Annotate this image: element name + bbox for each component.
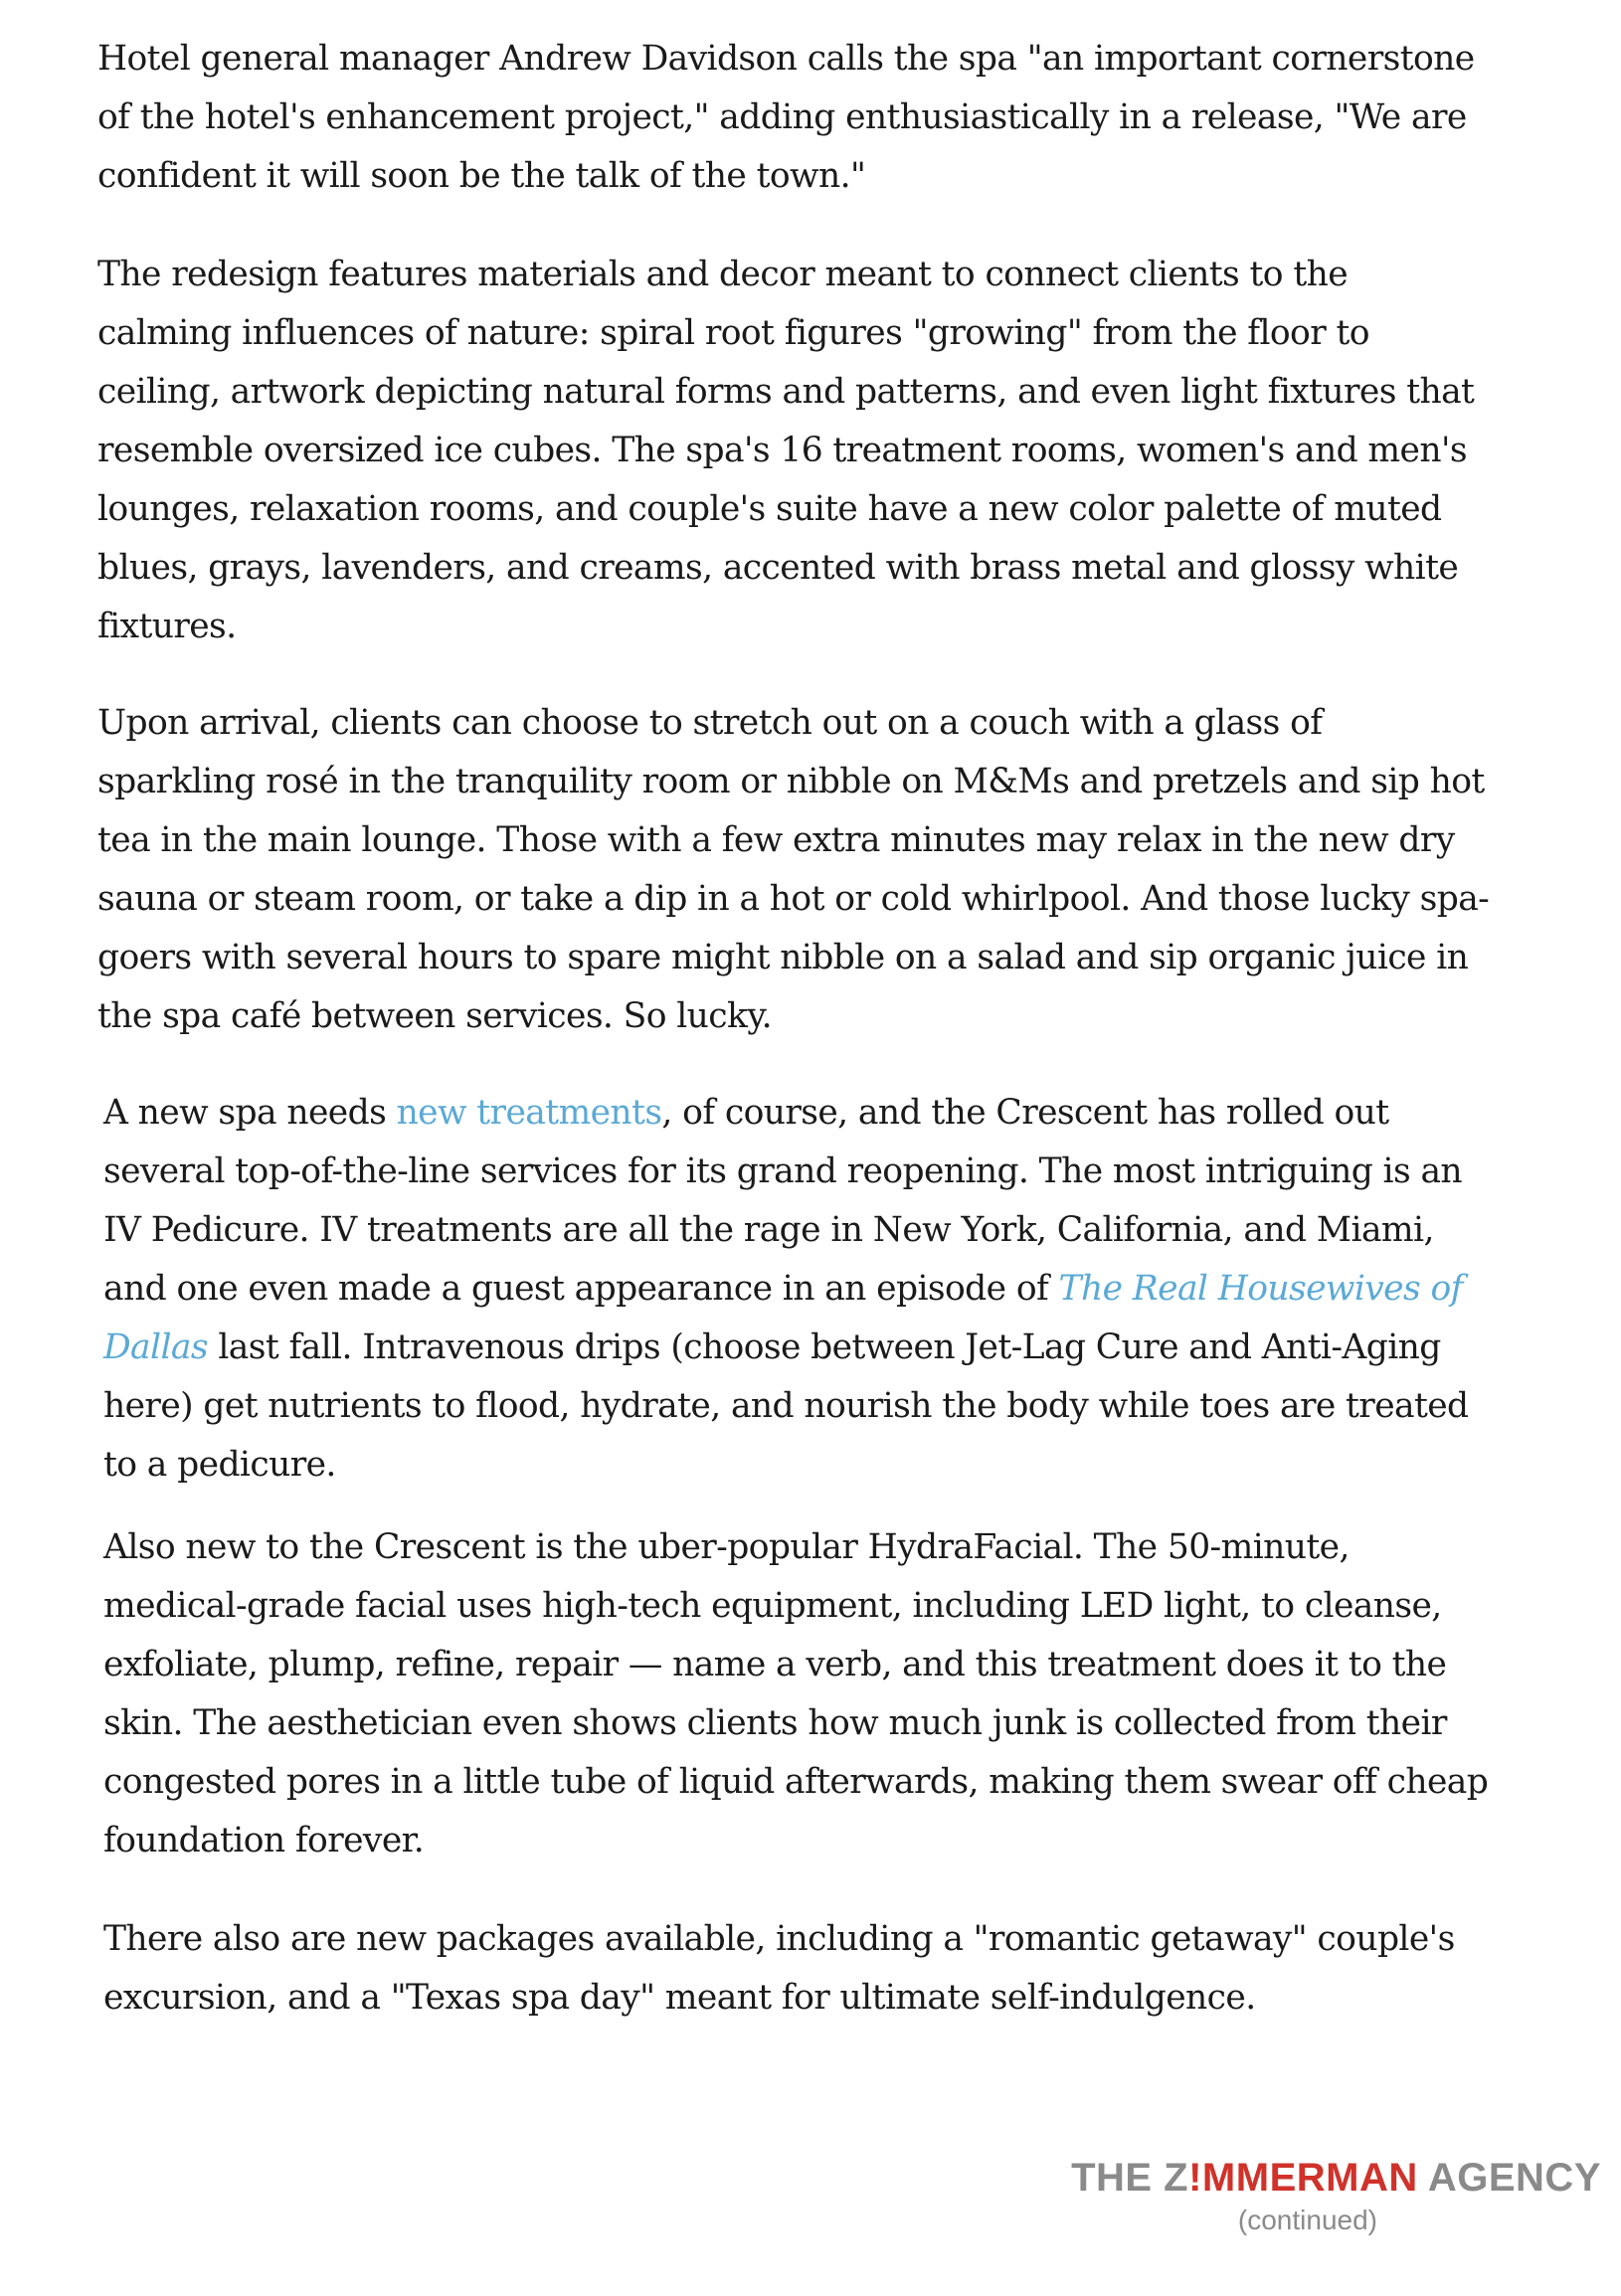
logo-text-immerman: !MMERMAN: [1188, 2156, 1418, 2200]
footer: [1044, 2156, 1601, 2236]
paragraph-packages: There also are new packages available, including a "romantic getaway" couple's excursion, and a "Texas spa day" meant for ultimate self-indulgence.: [103, 1919, 1455, 2018]
continued-label: (continued): [1237, 2205, 1377, 2235]
new-treatments-link[interactable]: new treatments: [396, 1093, 662, 1133]
paragraph-hydrafacial: Also new to the Crescent is the uber-popular HydraFacial. The 50-minute, medical-grade facial uses high-tech equipment, including LED light, to cleanse, exfoliate, plump, refine, repair — name a verb, and this treatment does it to the skin. The aesthetician even shows clients how much junk is collected from their congested pores in a little tube of liquid afterwards, making them swear off cheap foundation forever.: [103, 1527, 1489, 1860]
paragraph-new-treatments: [103, 1084, 1490, 1495]
paragraph-arrival: Upon arrival, clients can choose to stretch out on a couch with a glass of sparkling rosé in the tranquility room or nibble on M&Ms and pretzels and sip hot tea in the main lounge. Those with a few extra minutes may relax in the new dry sauna or steam room, or take a dip in a hot or cold whirlpool. And those lucky spa-goers with several hours to spare might nibble on a salad and sip organic juice in the spa café between services. So lucky.: [97, 703, 1490, 1036]
p4-text-middle: , of course, and the Crescent has rolled out several top-of-the-line services for its grand reopening. The most intriguing is an IV Pedicure. IV treatments are all the rage in New York, California, and Miami, and one even made a guest appearance in an episode of: [103, 1093, 1463, 1309]
p4-text-before: A new spa needs: [103, 1093, 397, 1133]
article-body: [97, 30, 1490, 2028]
real-housewives-link[interactable]: The Real Housewives of Dallas: [103, 1269, 1463, 1367]
paragraph-redesign: The redesign features materials and decor meant to connect clients to the calming influences of nature: spiral root figures "growing" from the floor to ceiling, artwork depicting natural forms and patterns, and even light fixtures that resemble oversized ice cubes. The spa's 16 treatment rooms, women's and men's lounges, relaxation rooms, and couple's suite have a new color palette of muted blues, grays, lavenders, and creams, accented with brass metal and glossy white fixtures.: [97, 255, 1475, 646]
logo-text-agency: AGENCY: [1417, 2156, 1601, 2200]
logo-text-the-z: THE Z: [1071, 2156, 1189, 2200]
paragraph-general-manager: Hotel general manager Andrew Davidson calls the spa "an important cornerstone of the hotel's enhancement project," adding enthusiastically in a release, "We are confident it will soon be the talk of the town.": [97, 39, 1475, 196]
agency-logo: [1044, 2156, 1601, 2201]
p4-text-after: last fall. Intravenous drips (choose between Jet-Lag Cure and Anti-Aging here) get nutrients to flood, hydrate, and nourish the body while toes are treated to a pedicure.: [103, 1327, 1469, 1485]
